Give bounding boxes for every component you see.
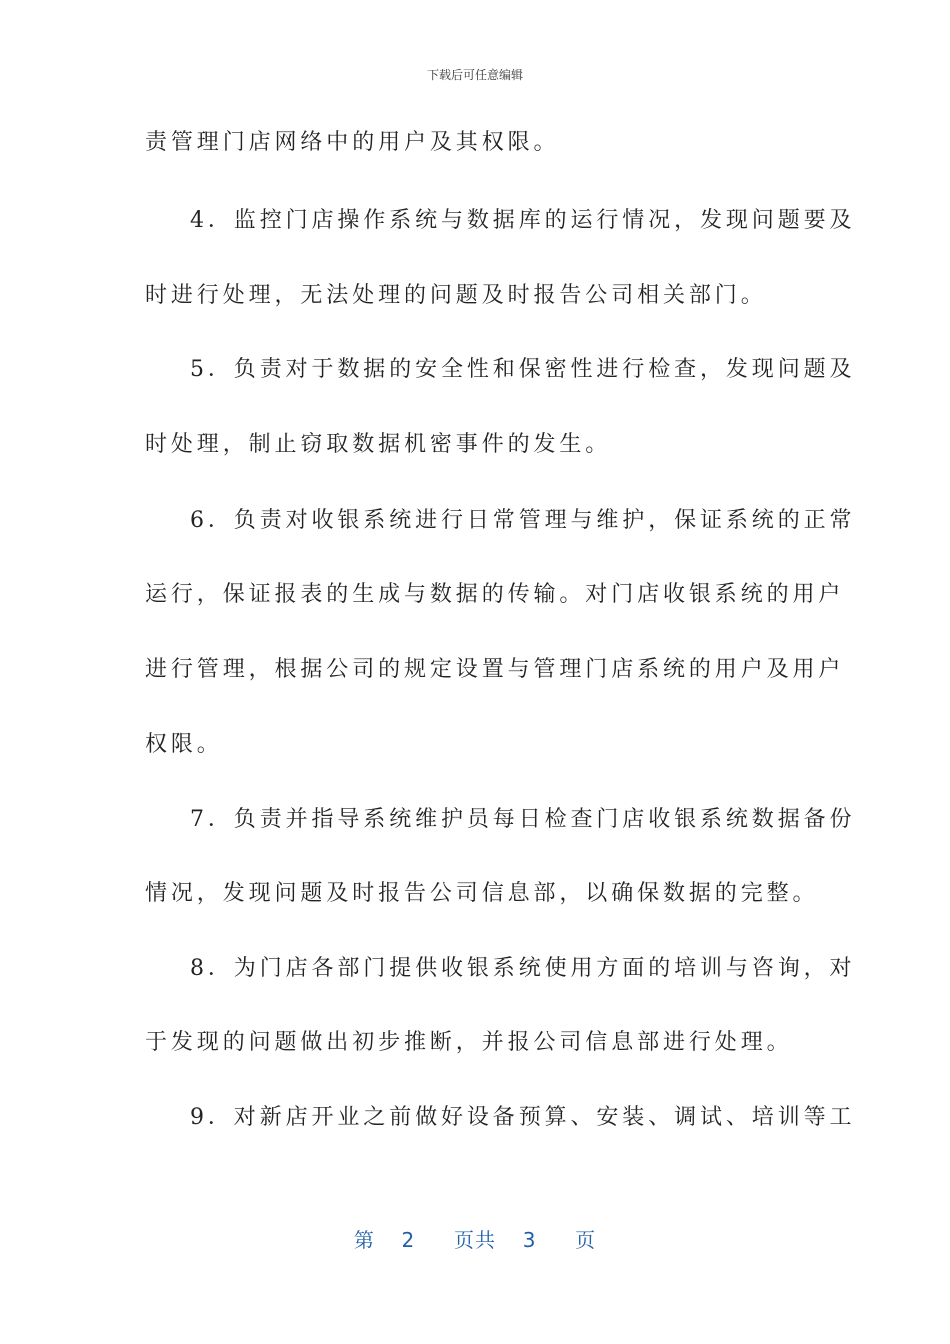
paragraph-line: 时处理，制止窃取数据机密事件的发生。 [145,432,612,457]
current-page-number: 2 [401,1228,416,1252]
paragraph-line: 责管理门店网络中的用户及其权限。 [145,130,560,155]
page-header: 下载后可任意编辑 [426,68,523,82]
paragraph-line: 5．负责对于数据的安全性和保密性进行检查，发现问题及 [190,357,856,382]
footer-middle: 页共 [454,1228,496,1252]
paragraph-line: 6．负责对收银系统进行日常管理与维护，保证系统的正常 [190,508,856,533]
footer-suffix: 页 [575,1228,597,1252]
paragraph-line: 权限。 [145,732,223,757]
paragraph-line: 4．监控门店操作系统与数据库的运行情况，发现问题要及 [190,208,856,233]
paragraph-line: 时进行处理，无法处理的问题及时报告公司相关部门。 [145,283,767,308]
total-pages-number: 3 [522,1228,537,1252]
paragraph-line: 于发现的问题做出初步推断，并报公司信息部进行处理。 [145,1030,793,1055]
page-footer [0,1224,950,1253]
paragraph-line: 9．对新店开业之前做好设备预算、安装、调试、培训等工 [190,1105,856,1130]
paragraph-line: 进行管理，根据公司的规定设置与管理门店系统的用户及用户 [145,657,845,682]
paragraph-line: 8．为门店各部门提供收银系统使用方面的培训与咨询，对 [190,956,856,981]
paragraph-line: 7．负责并指导系统维护员每日检查门店收银系统数据备份 [190,807,856,832]
footer-prefix: 第 [353,1228,375,1252]
paragraph-line: 情况，发现问题及时报告公司信息部，以确保数据的完整。 [145,881,819,906]
paragraph-line: 运行，保证报表的生成与数据的传输。对门店收银系统的用户 [145,582,845,607]
